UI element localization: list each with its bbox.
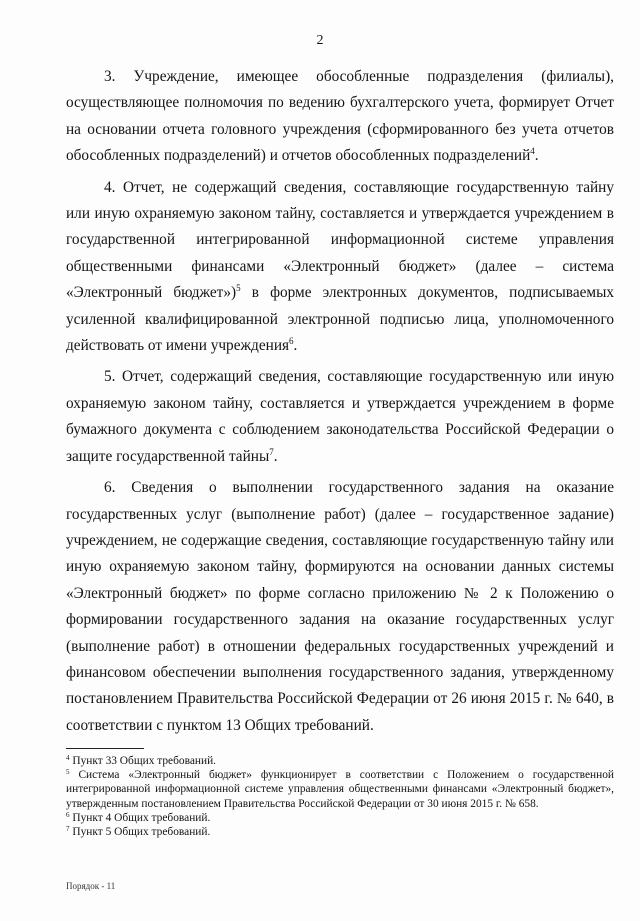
footnote-ref: 5 — [236, 283, 241, 294]
paragraph-6 — [66, 475, 614, 739]
paragraph-text: 6. Сведения о выполнении государственного задания на оказание государственных услуг (выполнение работ) (далее – государственное задание) учреждением, не содержащие сведения, составляющие государственную тайну или иную охраняемую законом тайну, формируются на основании данных системы «Электронный бюджет» по форме согласно приложению № 2 к Положению о формировании государственного задания на оказание государственных услуг (выполнение работ) в отношении федеральных государственных учреждений и финансовом обеспечении выполнения государственного задания, утвержденному постановлением Правительства Российской Федерации от 26 июня 2015 г. № 640, в соответствии с пунктом 13 Общих требований. — [66, 479, 614, 734]
paragraph-text: 5. Отчет, содержащий сведения, составляющие государственную или иную охраняемую законом тайну, составляется и утверждается учреждением в форме бумажного документа с соблюдением законодательства Российской Федерации о защите государственной тайны — [66, 368, 614, 465]
footnote-mark: 6 — [66, 810, 70, 819]
footnote-ref: 4 — [530, 146, 535, 157]
paragraph-text: 4. Отчет, не содержащий сведения, составляющие государственную тайну или иную охраняемую законом тайну, составляется и утверждается учреждением в государственной интегрированной информационной системе управления общественными финансами «Электронный бюджет» (далее – система «Электронный бюджет») — [66, 178, 614, 302]
paragraph-tail: . — [534, 147, 539, 165]
footnotes — [66, 754, 614, 839]
footnote-text: Пункт 5 Общих требований. — [69, 826, 211, 839]
paragraph-5 — [66, 364, 614, 470]
footnote-ref: 7 — [269, 446, 274, 457]
footnote-mark: 7 — [66, 825, 70, 834]
footnote-text: Пункт 4 Общих требований. — [69, 811, 211, 824]
footnote-mark: 5 — [66, 768, 70, 777]
footnote-4 — [66, 754, 614, 768]
footnote-text: Система «Электронный бюджет» функционирует в соответствии с Положением о государственной интегрированной информационной системе управления общественными финансами «Электронный бюджет», утвержденным постановлением Правительства Российской Федерации от 30 июня 2015 г. № 658. — [66, 769, 614, 810]
paragraph-text: 3. Учреждение, имеющее обособленные подразделения (филиалы), осуществляющее полномочия по ведению бухгалтерского учета, формирует Отчет на основании отчета головного учреждения (сформированного без учета отчетов обособленных подразделений) и отчетов обособленных подразделений — [66, 68, 614, 165]
paragraph-tail: . — [273, 447, 278, 465]
paragraph-4 — [66, 175, 614, 360]
paragraph-3 — [66, 64, 614, 170]
paragraph-tail: в форме электронных документов, подписываемых усиленной квалифицированной электронной подписью лица, уполномоченного действовать от имени учреждения — [66, 284, 615, 355]
page-number: 2 — [316, 33, 324, 48]
footnote-divider — [66, 748, 144, 749]
document-body — [66, 64, 614, 744]
paragraph-tail: . — [293, 337, 298, 355]
order-label: Порядок - 11 — [66, 881, 116, 891]
footnote-text: Пункт 33 Общих требований. — [69, 755, 217, 767]
footnote-6 — [66, 811, 614, 825]
footnote-ref: 6 — [289, 336, 294, 347]
footnote-mark: 4 — [66, 754, 70, 762]
footnote-5 — [66, 768, 614, 811]
footnote-7 — [66, 825, 614, 839]
